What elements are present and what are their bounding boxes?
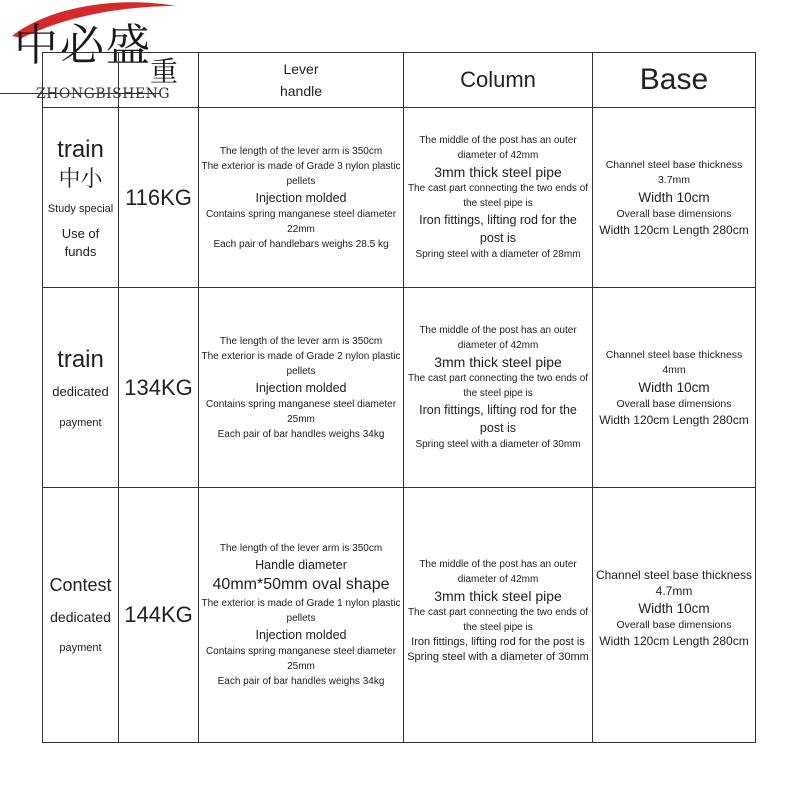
column-spec: Spring steel with a diameter of 30mm <box>407 651 589 663</box>
lever-spec: Handle diameter <box>255 558 347 572</box>
column-spec: The cast part connecting the two ends of the steel pipe is <box>407 607 589 633</box>
base-cell <box>593 288 756 488</box>
category-line2: payment <box>59 642 102 654</box>
lever-spec: Injection molded <box>255 380 347 395</box>
category-title: Contest <box>49 575 112 595</box>
lever-spec: Each pair of bar handles weighs 34kg <box>217 428 385 440</box>
lever-spec: The length of the lever arm is 350cm <box>219 335 383 347</box>
base-spec: Overall base dimensions <box>616 619 732 631</box>
lever-spec: Contains spring manganese steel diameter 22mm <box>205 208 397 235</box>
category-line1: Study special <box>47 202 114 215</box>
column-spec: Iron fittings, lifting rod for the post is <box>419 403 577 435</box>
column-spec: 3mm thick steel pipe <box>434 588 562 604</box>
lever-spec: Injection molded <box>255 190 347 205</box>
column-spec: Iron fittings, lifting rod for the post is <box>411 636 585 648</box>
lever-cell <box>199 288 404 488</box>
lever-spec: The exterior is made of Grade 1 nylon plastic pellets <box>201 598 401 624</box>
header-row <box>43 53 756 108</box>
category-title: train <box>57 345 104 373</box>
lever-spec: Contains spring manganese steel diameter 25mm <box>205 398 397 425</box>
lever-spec: Each pair of handlebars weighs 28.5 kg <box>213 238 389 250</box>
column-spec: Iron fittings, lifting rod for the post is <box>419 213 577 245</box>
logo-chinese-name: 中必盛 <box>14 20 152 71</box>
header-lever-line1: Lever <box>283 61 319 77</box>
column-cell <box>404 488 593 743</box>
lever-spec: The length of the lever arm is 350cm <box>219 145 383 157</box>
base-spec: Channel steel base thickness 4.7mm <box>595 568 753 598</box>
base-spec: Width 10cm <box>638 189 710 205</box>
weight-cell: 144KG <box>119 488 199 743</box>
header-lever-line2: handle <box>279 83 323 99</box>
base-spec: Width 120cm Length 280cm <box>599 634 749 648</box>
column-spec: Spring steel with a diameter of 28mm <box>415 249 581 260</box>
category-title: train <box>57 135 104 163</box>
category-line2: Use of <box>61 225 100 241</box>
column-spec: Spring steel with a diameter of 30mm <box>415 439 581 450</box>
spec-table <box>42 52 756 743</box>
category-subtitle-cn: 中小 <box>58 166 103 192</box>
table-row <box>43 488 756 743</box>
header-lever-handle <box>199 53 404 108</box>
column-spec: The cast part connecting the two ends of the steel pipe is <box>407 373 589 399</box>
lever-spec: Injection molded <box>255 628 347 642</box>
base-spec: Overall base dimensions <box>616 207 732 220</box>
table-row <box>43 108 756 288</box>
category-line1: dedicated <box>52 383 109 399</box>
lever-spec: The exterior is made of Grade 2 nylon plastic pellets <box>201 350 401 377</box>
category-line1: dedicated <box>50 609 111 625</box>
lever-cell <box>199 488 404 743</box>
lever-cell <box>199 108 404 288</box>
column-spec: The middle of the post has an outer diameter of 42mm <box>419 135 577 161</box>
base-spec: Overall base dimensions <box>616 397 732 410</box>
category-cell <box>43 288 119 488</box>
header-base: Base <box>593 53 756 108</box>
category-cell <box>43 108 119 288</box>
lever-spec: Contains spring manganese steel diameter 25mm <box>205 646 397 672</box>
base-spec: Channel steel base thickness 3.7mm <box>605 158 743 186</box>
column-spec: The middle of the post has an outer diameter of 42mm <box>419 325 577 351</box>
logo-chinese-suffix: 重 <box>150 55 179 88</box>
column-spec: The middle of the post has an outer diameter of 42mm <box>419 559 577 585</box>
lever-spec: The length of the lever arm is 350cm <box>219 543 383 554</box>
base-spec: Width 10cm <box>638 379 710 395</box>
lever-spec: The exterior is made of Grade 3 nylon plastic pellets <box>201 160 401 187</box>
weight-cell: 134KG <box>119 288 199 488</box>
base-spec: Channel steel base thickness 4mm <box>605 348 743 376</box>
header-empty-1 <box>43 53 119 108</box>
lever-spec: Each pair of bar handles weighs 34kg <box>217 676 385 687</box>
column-cell <box>404 108 593 288</box>
logo-english-name: ZHONGBISHENG <box>36 86 171 102</box>
table-row <box>43 288 756 488</box>
base-cell <box>593 488 756 743</box>
category-cell <box>43 488 119 743</box>
weight-cell: 116KG <box>119 108 199 288</box>
base-spec: Width 120cm Length 280cm <box>599 222 749 237</box>
base-spec: Width 10cm <box>638 601 710 616</box>
header-empty-2 <box>119 53 199 108</box>
base-spec: Width 120cm Length 280cm <box>599 412 749 427</box>
column-cell <box>404 288 593 488</box>
column-spec: 3mm thick steel pipe <box>434 164 562 180</box>
column-spec: 3mm thick steel pipe <box>434 354 562 370</box>
lever-spec: 40mm*50mm oval shape <box>212 576 390 593</box>
category-line2: payment <box>59 416 102 429</box>
header-column: Column <box>404 53 593 108</box>
category-line3: funds <box>64 243 97 259</box>
column-spec: The cast part connecting the two ends of the steel pipe is <box>407 183 589 209</box>
base-cell <box>593 108 756 288</box>
